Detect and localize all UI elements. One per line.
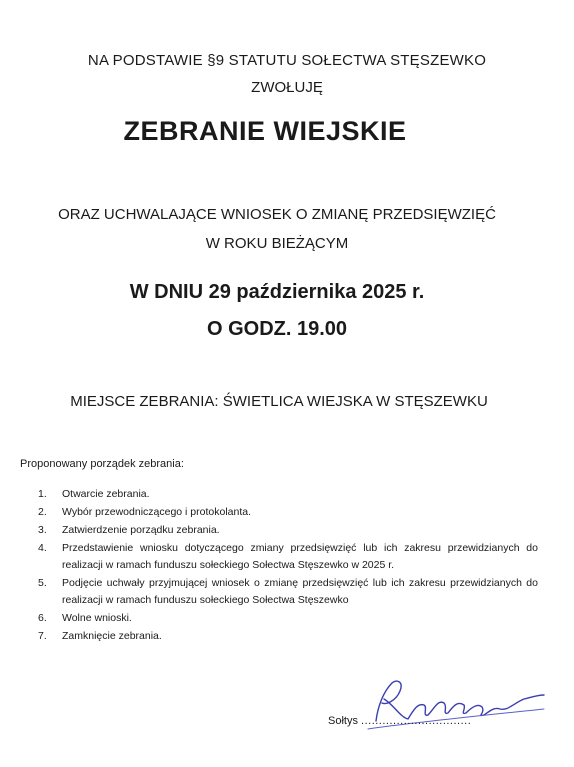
agenda-item-number: 6. xyxy=(38,612,47,624)
agenda-item-number: 1. xyxy=(38,488,47,500)
agenda-item-text: Wolne wnioski. xyxy=(62,612,132,624)
meeting-place: MIEJSCE ZEBRANIA: ŚWIETLICA WIEJSKA W STĘSZEWKU xyxy=(70,393,488,410)
subtitle-line-1: ORAZ UCHWALAJĄCE WNIOSEK O ZMIANĘ PRZEDSIĘWZIĘĆ xyxy=(58,206,496,223)
agenda-item xyxy=(38,540,538,574)
agenda-item-text: Przedstawienie wniosku dotyczącego zmiany przedsięwzięć lub ich zakresu przewidzianych do realizacji w ramach funduszu sołeckiego Sołectwa Stęszewko w 2025 r. xyxy=(62,542,538,571)
agenda-title: Proponowany porządek zebrania: xyxy=(20,458,184,470)
agenda-item xyxy=(38,504,538,521)
agenda-item xyxy=(38,486,538,503)
agenda-item-number: 3. xyxy=(38,524,47,536)
agenda-list xyxy=(38,486,538,646)
handwritten-signature xyxy=(348,669,548,739)
meeting-time: O GODZ. 19.00 xyxy=(206,318,348,340)
agenda-item-number: 4. xyxy=(38,542,47,554)
soltys-label: Sołtys xyxy=(328,715,358,727)
agenda-item-text: Podjęcie uchwały przyjmującej wniosek o zmianę przedsięwzięć lub ich zakresu przewidzianych do realizacji w ramach funduszu sołeckiego Sołectwa Stęszewko xyxy=(62,577,538,606)
agenda-item xyxy=(38,610,538,627)
agenda-item-text: Zatwierdzenie porządku zebrania. xyxy=(62,524,220,536)
header-line-statute: NA PODSTAWIE §9 STATUTU SOŁECTWA STĘSZEWKO xyxy=(87,52,487,69)
signature-dots: ............................... xyxy=(361,715,472,727)
agenda-item-number: 5. xyxy=(38,577,47,589)
agenda-item-text: Zamknięcie zebrania. xyxy=(62,630,162,642)
subtitle-line-2: W ROKU BIEŻĄCYM xyxy=(205,235,349,252)
agenda-item xyxy=(38,628,538,645)
agenda-item xyxy=(38,522,538,539)
signature-line xyxy=(328,715,471,727)
agenda-item-text: Wybór przewodniczącego i protokolanta. xyxy=(62,506,252,518)
agenda-item-number: 7. xyxy=(38,630,47,642)
agenda-item-number: 2. xyxy=(38,506,47,518)
agenda-item-text: Otwarcie zebrania. xyxy=(62,488,150,500)
header-line-convenes: ZWOŁUJĘ xyxy=(251,79,323,96)
document-title: ZEBRANIE WIEJSKIE xyxy=(123,116,407,146)
meeting-date: W DNIU 29 października 2025 r. xyxy=(129,281,425,303)
agenda-item xyxy=(38,575,538,609)
